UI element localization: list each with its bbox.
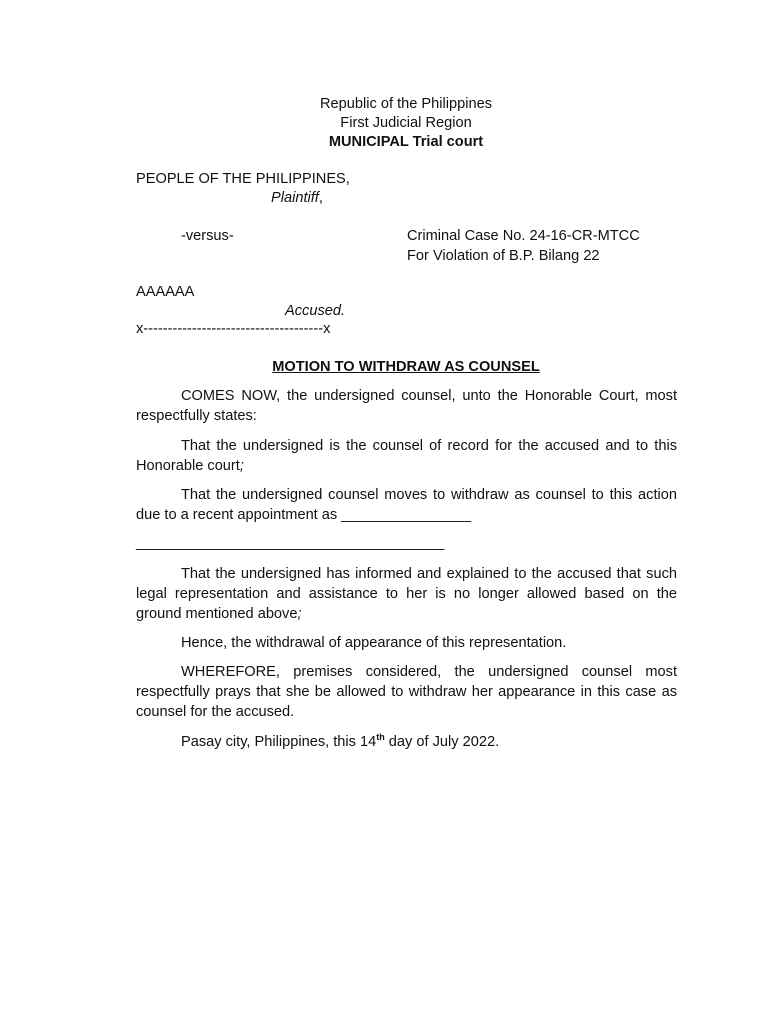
paragraph-counsel-of-record [136,436,677,476]
plaintiff-role: Plaintiff [271,190,319,206]
paragraph-informed-end: ; [297,606,302,622]
paragraph-hence [136,633,677,653]
header-region: First Judicial Region [340,115,472,131]
paragraph-counsel-of-record-text: That the undersigned is the counsel of record for the accused and to this Honorable court [136,438,677,474]
case-violation: For Violation of B.P. Bilang 22 [407,248,600,264]
plaintiff-name: PEOPLE OF THE PHILIPPINES, [136,171,350,187]
paragraph-wherefore-text: WHEREFORE, premises considered, the undersigned counsel most respectfully prays that she be allowed to withdraw her appearance in this case as counsel for the accused. [136,664,677,720]
appointment-blank-line: ______________________________________ [136,535,445,551]
paragraph-hence-text: Hence, the withdrawal of appearance of this representation. [181,635,567,651]
date-place-before: Pasay city, Philippines, this 14 [181,734,377,750]
plaintiff-role-suffix: , [318,190,323,206]
paragraph-date-place [136,732,677,752]
header-court: MUNICIPAL Trial court [328,134,484,150]
date-ordinal-suffix: th [376,732,385,743]
accused-name: AAAAAA [136,284,195,300]
paragraph-informed-text: That the undersigned has informed and explained to the accused that such legal representation and assistance to her is no longer allowed based on the ground mentioned above [136,566,677,622]
paragraph-comes-now [136,386,677,426]
paragraph-withdraw-text: That the undersigned counsel moves to withdraw as counsel to this action due to a recent appointment as ________________ [136,487,677,523]
paragraph-counsel-of-record-end: ; [239,458,244,474]
document-title-text: MOTION TO WITHDRAW AS COUNSEL [272,359,540,375]
paragraph-comes-now-text: COMES NOW, the undersigned counsel, unto the Honorable Court, most respectfully states: [136,388,677,424]
versus-label: -versus- [181,228,234,244]
document-title [0,358,768,377]
accused-role: Accused. [285,303,346,319]
paragraph-wherefore [136,662,677,722]
plaintiff-role-line [271,190,323,206]
caption-divider: x-------------------------------------x [136,321,331,337]
case-number: Criminal Case No. 24-16-CR-MTCC [407,228,640,244]
paragraph-informed [136,564,677,624]
paragraph-withdraw [136,485,677,525]
header-republic: Republic of the Philippines [320,96,492,112]
date-place-after: day of July 2022. [384,734,500,750]
